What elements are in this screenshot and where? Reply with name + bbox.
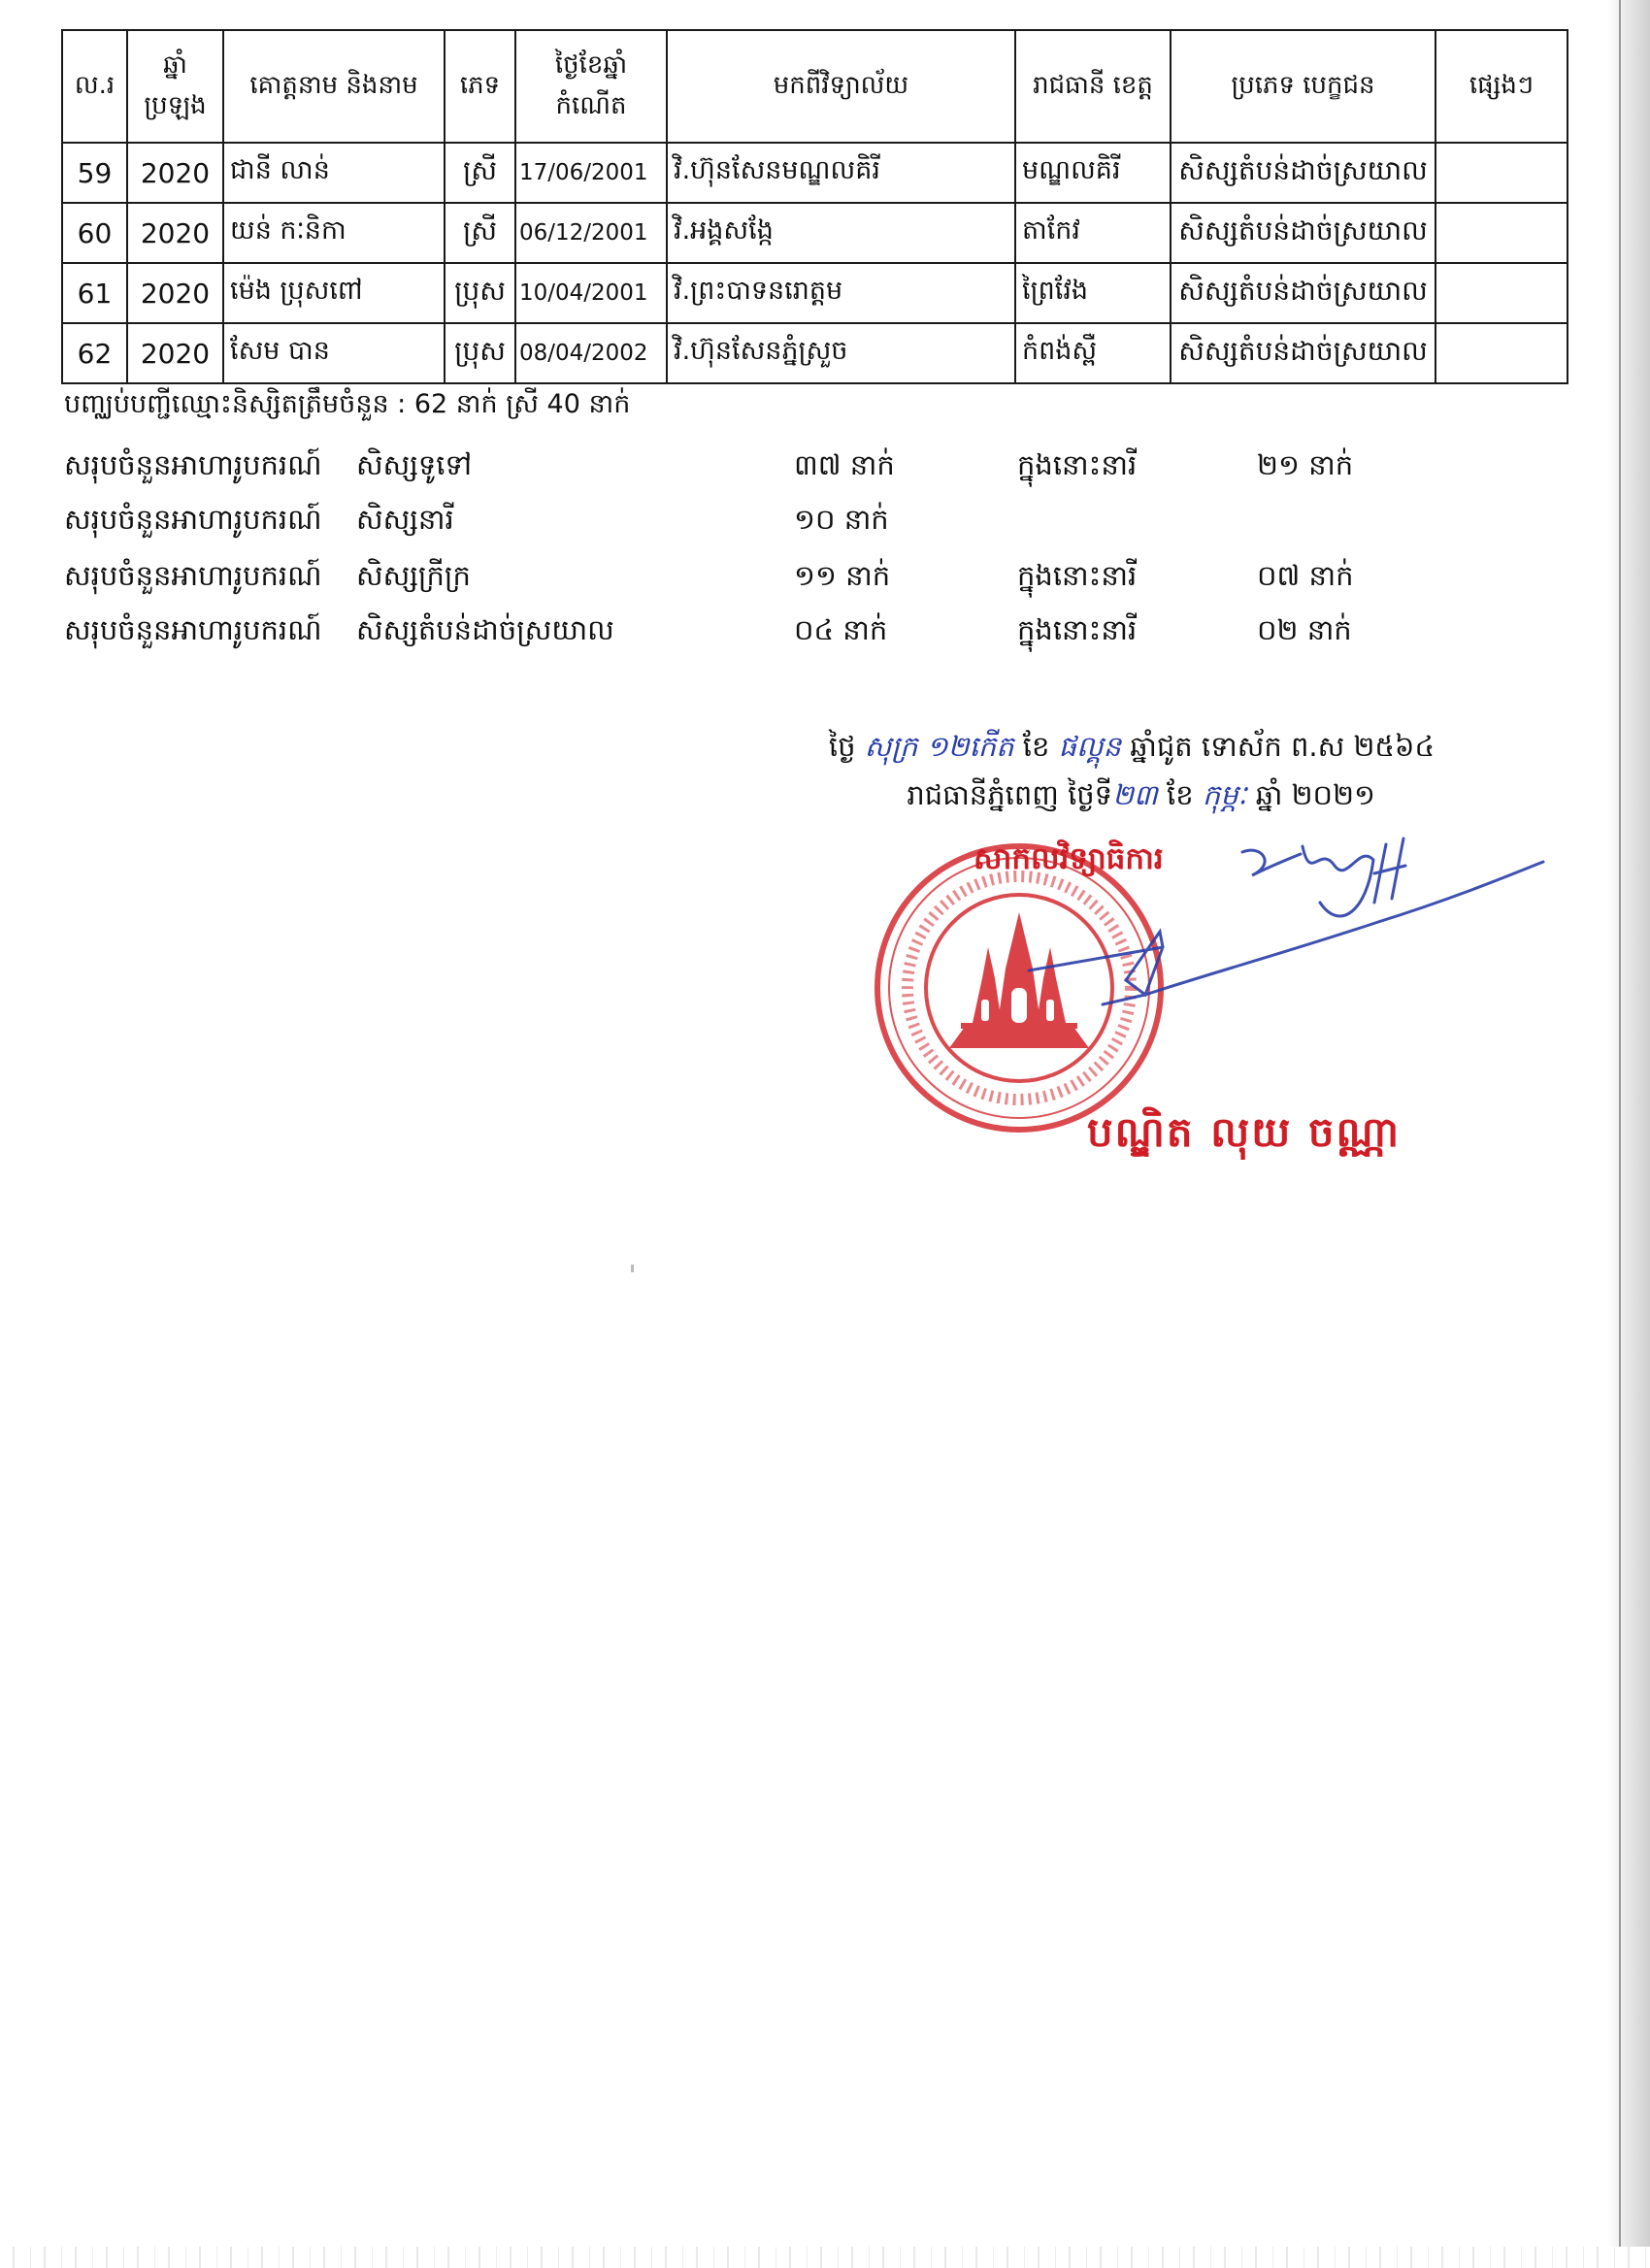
header-exam-year: ឆ្នាំ ប្រឡង [127,30,223,143]
header-date-of-birth: ថ្ងៃខែឆ្នាំ កំណើត [515,30,667,143]
header-candidate-type: ប្រភេទ បេក្ខជន [1171,30,1436,143]
summary-category: សិស្សនារី [356,503,454,536]
cell-sex: ប្រុស [445,263,515,323]
solar-year: ឆ្នាំ ២០២១ [1255,778,1375,811]
cell-dob: 06/12/2001 [515,203,667,263]
solar-month-handwritten: កុម្ភៈ [1202,778,1247,811]
cell-number: 61 [62,263,127,323]
cell-type: សិស្សតំបន់ដាច់ស្រយាល [1171,143,1436,203]
table-row [62,323,1568,383]
cell-dob: 10/04/2001 [515,263,667,323]
cell-province: មណ្ឌលគិរី [1015,143,1171,203]
header-other: ផ្សេងៗ [1436,30,1568,143]
summary-count: ០៤ នាក់ [794,613,888,646]
summary-female-count: ០៧ នាក់ [1257,559,1354,592]
table-row [62,203,1568,263]
cell-school: វិ.អង្គសង្កែ [667,203,1015,263]
cell-year: 2020 [127,323,223,383]
lunar-prefix: ថ្ងៃ [828,730,856,763]
cell-other [1436,263,1568,323]
header-sex: ភេទ [445,30,515,143]
scan-edge-line [1619,0,1621,2268]
summary-label: សរុបចំនួនអាហារូបករណ៍ [64,503,322,536]
lunar-month-label: ខែ [1022,730,1050,763]
cell-year: 2020 [127,263,223,323]
cell-sex: ស្រី [445,203,515,263]
header-number: ល.រ [62,30,127,143]
lunar-year-text: ឆ្នាំជូត ទោស័ក ព.ស ២៥៦៤ [1130,730,1435,763]
summary-category: សិស្សទូទៅ [356,448,473,481]
cell-number: 62 [62,323,127,383]
summary-category: សិស្សតំបន់ដាច់ស្រយាល [356,613,614,646]
cell-dob: 17/06/2001 [515,143,667,203]
solar-day-handwritten: ២៣ [1112,778,1158,811]
cell-type: សិស្សតំបន់ដាច់ស្រយាល [1171,263,1436,323]
cell-school: វិ.ហ៊ុនសែនមណ្ឌលគិរី [667,143,1015,203]
cell-year: 2020 [127,203,223,263]
scan-artifact [631,1265,634,1272]
cell-dob: 08/04/2002 [515,323,667,383]
summary-including-female: ក្នុងនោះនារី [1017,613,1138,646]
header-province: រាជធានី ខេត្ត [1015,30,1171,143]
cell-type: សិស្សតំបន់ដាច់ស្រយាល [1171,203,1436,263]
signatory-name: បណ្ឌិត លុយ ចណ្ណា [1087,1108,1402,1156]
summary-female-count: ២១ នាក់ [1257,448,1354,481]
summary-including-female: ក្នុងនោះនារី [1017,559,1138,592]
summary-category: សិស្សក្រីក្រ [356,559,471,592]
table-row [62,263,1568,323]
header-school: មកពីវិទ្យាល័យ [667,30,1015,143]
scan-page-edge [1607,0,1650,2268]
cell-school: វិ.ហ៊ុនសែនភ្នំស្រួច [667,323,1015,383]
summary-female-count: ០២ នាក់ [1257,613,1352,646]
summary-label: សរុបចំនួនអាហារូបករណ៍ [64,613,322,646]
cell-type: សិស្សតំបន់ដាច់ស្រយាល [1171,323,1436,383]
student-roster-table [61,29,1568,384]
summary-including-female: ក្នុងនោះនារី [1017,448,1138,481]
cell-other [1436,323,1568,383]
summary-count: ១១ នាក់ [794,559,891,592]
header-name: គោត្តនាម និងនាម [223,30,445,143]
cell-sex: ស្រី [445,143,515,203]
cell-province: ព្រៃវែង [1015,263,1171,323]
summary-count: ៣៧ នាក់ [794,448,895,481]
cell-year: 2020 [127,143,223,203]
signatory-title: សាកលវិទ្យាធិការ [974,841,1164,876]
cell-name: ជានី លាន់ [223,143,445,203]
lunar-date-line [829,730,1435,771]
cell-name: សែម បាន [223,323,445,383]
cell-other [1436,203,1568,263]
summary-label: សរុបចំនួនអាហារូបករណ៍ [64,448,322,481]
cell-name: ម៉េង ប្រុសពៅ [223,263,445,323]
roster-total-line: បញ្ឈប់បញ្ជីឈ្មោះនិស្សិតត្រឹមចំនួន : 62 នាក់ ស្រី 40 នាក់ [64,389,631,419]
handwritten-signature [835,805,1572,1058]
table-row [62,143,1568,203]
lunar-month-handwritten: ផល្គុន [1058,730,1122,763]
cell-number: 59 [62,143,127,203]
solar-prefix: រាជធានីភ្នំពេញ ថ្ងៃទី [907,778,1113,811]
solar-month-label: ខែ [1167,778,1194,811]
cell-number: 60 [62,203,127,263]
cell-province: តាកែវ [1015,203,1171,263]
table-header-row [62,30,1568,143]
cell-other [1436,143,1568,203]
summary-count: ១០ នាក់ [794,503,889,536]
summary-label: សរុបចំនួនអាហារូបករណ៍ [64,559,322,592]
scan-bottom-speckle [0,2247,1650,2268]
lunar-day-handwritten: សុក្រ ១២កើត [864,730,1014,763]
cell-sex: ប្រុស [445,323,515,383]
cell-province: កំពង់ស្ពឺ [1015,323,1171,383]
cell-school: វិ.ព្រះបាទនរោត្តម [667,263,1015,323]
cell-name: យន់ កៈនិកា [223,203,445,263]
